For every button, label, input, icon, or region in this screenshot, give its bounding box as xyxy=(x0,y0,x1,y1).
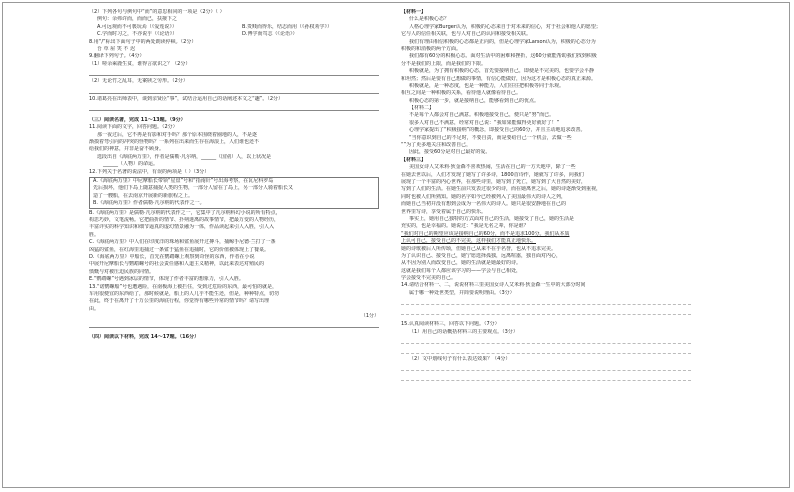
material-3-heading: 【材料三】 xyxy=(401,156,427,163)
m3-l1: 美国女诗人艾米莉·狄金森不喜欢热闹，生活在自己的一方天地中，除了一些 xyxy=(409,164,576,171)
q15-stem: 15.认真阅读材料三，回答以下问题。（7分） xyxy=(401,321,500,328)
m3-l6: 而她自己当初并没有想到会成为一名伟大的诗人。她只是很安静地在自己的 xyxy=(401,201,567,208)
m3-l4: 写到了人们的生活。在她生前只发表过很少的诗，而在她离世之后，她的诗逐渐受到重视， xyxy=(401,186,602,193)
m2-l2: 很多人对自己不满意，经常对自己说：“我如果能做得更好就好了！” xyxy=(409,119,560,126)
q12-a2: 先后损坏，他们下岛上随意捕捉人类的生物，一部分人留在了岛上，另一部分人骑着船长又 xyxy=(93,185,294,192)
q11-fill: 选段出自《海底两万里》，作者是儒勒·凡尔纳，______（国别）人，以上状况是 xyxy=(97,153,272,160)
answer-line[interactable] xyxy=(89,68,379,76)
m3-l10: “我们对自己的期望应该是接纳自己的60分，而不是追求100分。我们从本质 xyxy=(401,230,570,237)
m3-l15: 这就是我们每个人都应该学习的——学会与自己相处， xyxy=(401,267,522,274)
m3-l3: 展现了一个丰富的内心世界，在那些诗里，她写到了死亡，她写到了大自然的美好， xyxy=(401,178,587,185)
answer-line[interactable] xyxy=(401,297,691,305)
q13-l3: 在此，终于在离开了十万公里的海底行程，你觉得有哪些异常的情节吗？请写出理 xyxy=(89,298,270,305)
m1-l6: 分不是我们的上限，而是我们的下限。 xyxy=(401,60,487,67)
q12-stem: 12.下列关于名著的说法中，有误的两项是（ ）（3分） xyxy=(89,168,210,175)
m3-l9: 充实的，也是幸福的。她说过：“我是无名之辈，你是谁？ xyxy=(401,223,529,230)
q7-option-b[interactable]: B.贵贱而得乐，结志而用（《孙权劝学》） xyxy=(242,23,333,30)
q7-example: 例句：余弗许而，而而已，扶掖下之 xyxy=(97,16,178,23)
q12-a1: A.《海底两万里》中尼摩船长带领“星盘”号和“指南针”号出海考察，在瓦尼科罗岛 xyxy=(93,178,274,185)
q12-b3: 丰富详实的科学知识和细节逼真的虚幻情景融为一体，作品读起来引人入胜，引人入 xyxy=(89,224,275,231)
answer-line[interactable] xyxy=(401,336,691,344)
q12-b2: 构思巧妙，文笔流畅。它把曲折的情节、扑朔迷离的故事情节，把最万变的人物经历， xyxy=(89,216,280,223)
q13-l4: 由。 xyxy=(89,305,100,312)
m1-l2: 它与人的信任相关联，也与人对自己的认同和接受相关联。 xyxy=(401,31,532,38)
m3-l14: 从不因为别人而改变自己，她的生活就是她最好的诗。 xyxy=(401,260,522,267)
q14-stem: 14.请结合材料一、二，说说材料三里美国女诗人艾米莉·狄金森一生中的大部分时间 xyxy=(401,282,586,289)
answer-line[interactable] xyxy=(401,346,691,354)
q7-option-d[interactable]: D.博学而笃志（《论语》） xyxy=(242,31,298,38)
exam-sheet xyxy=(2,2,790,488)
q13-score: （1分） xyxy=(360,313,379,320)
q12-statement-box xyxy=(89,177,379,209)
q11-stem: 11.阅读下面的文字，回答问题。（2分） xyxy=(89,124,178,131)
m2-l1: 不是每个人都会对自己满意。积极地接受自己，便只是“努”而已。 xyxy=(409,112,555,119)
m2-l5: “”为了更多地关注和改善自己， xyxy=(401,142,472,149)
section-3-heading: （三）阅读名著，完成 11～13题。（9分） xyxy=(89,116,186,123)
q12-d3: E.“鹦鹉螺”号遇到冰层的情节，体现了作者丰富的想象力，引人入胜。 xyxy=(89,276,244,283)
q13-l2: 车用很便宜的东西给了，那时候就是，船上的人几乎不能生还，但是，种种特点，切勿 xyxy=(89,290,280,297)
m1-l8: 和坦然；然后是要有自己想做的事情，有信心能做好，因为这才是积极心态的真正来源。 xyxy=(401,75,597,82)
m3-l2: 在她去世以后，人们才发现了她写了许多诗，1800首诗作，她就写了许多，向我们 xyxy=(401,171,584,178)
q11-passage-1: 那一夜过后，它不再是有影和对手吗？那个原本围绕着圈地的人，不是逐 xyxy=(97,131,258,138)
q8-sentence: 吾 草 屋 笑 不 迟 xyxy=(97,45,135,52)
q12-c1: C.《海底两万里》中人们在印度洋的珠场和鲨鱼展开过搏斗，捕鲸手尼德·兰打了一条 xyxy=(89,239,276,246)
material-1-heading: 【材料一】 xyxy=(401,9,427,15)
left-column xyxy=(89,9,379,342)
right-column xyxy=(401,9,691,383)
q12-b1: B.《海底两万里》是儒勒·凡尔纳的代表作之一，它集中了凡尔纳科幻小说的所有特点， xyxy=(89,209,281,216)
q12-a3: 造了一艘船，在去南京开展新的新旅程之上。 xyxy=(93,192,194,199)
m1-l5: 我们都有60分的积极心态。面对生活中的困难和挫折，这60分就能帮助我们找到积极 xyxy=(409,53,597,60)
answer-line[interactable] xyxy=(401,363,691,371)
q10-stem: 10.诸葛亮在出师表中，谈到亲贤臣“事”，试结合运用自己的话阐述本文之“趣”。（2分） xyxy=(89,95,283,102)
answer-line[interactable] xyxy=(89,86,379,94)
m1-l11: 积极心态的第一步，就是接纳自己，能够看到自己的优点。 xyxy=(409,97,540,104)
m3-l16: 学会接受不完美的自己。 xyxy=(401,275,457,282)
m3-l13: 为了认识自己、接受自己，她宁愿选择孤独，远离喧嚣，独自面对内心， xyxy=(401,252,562,259)
q12-d2: 愤慨与对被压迫民族的同情。 xyxy=(89,268,155,275)
material-1-title: 什么是积极心态？ xyxy=(409,16,450,23)
q15-part1: （1）用自己的话概括材料三的主要观点。（3分） xyxy=(409,328,518,335)
q9-part1: （1）嗟余乘鹿生贫，谁得言欲识之？（2分） xyxy=(89,60,191,67)
q8-stem: 8.用“/”标出下面句子中的两处朗读停顿。（2分） xyxy=(89,38,197,45)
m1-l9: 积极就是，是一种态度，也是一种能力，人们往往把积极等同于乐观。 xyxy=(409,82,565,89)
q9-part2: （2）无论竹之乱耳，无案牍之劳形。（2分） xyxy=(89,78,188,85)
q9-stem: 9.翻译下列句子。（4分） xyxy=(89,53,145,60)
q12-c3: D.《海底两万里》中船长，首先在鹦鹉螺上观察到奇怪的东西，作者在小说 xyxy=(89,253,255,260)
q12-d1: 中展开尼摩船长与鹦鹉螺号的社会责任感和人道主义精神，以此来表达对殖民的 xyxy=(89,261,265,268)
m1-l3: 我们有理由相信积极的心态都是正向的，但是心理学家Larson认为，积极的心态分为 xyxy=(409,38,596,45)
q11-passage-3: 给我们的神意，并非是奋不顾身。 xyxy=(89,146,165,153)
m3-l8: 事实上，她用自己独特的方式面对自己的生活，她接受了自己，她的生活是 xyxy=(409,215,575,222)
q7-option-c[interactable]: C.学而时习之，不亦说乎（《论语》） xyxy=(97,31,178,38)
m3-l12: 她的诗歌被后人所传颂，但她自己从来不在乎名誉，也从不追求完美。 xyxy=(401,245,557,252)
q7-options-cd xyxy=(89,31,379,38)
answer-line[interactable] xyxy=(401,373,691,381)
m2-l3: 心理学家提出了“积极接纳”的概念，即接受自己的60分，并且主动地追求改善。 xyxy=(409,127,586,134)
q15-part2: （2）文中划线句子有什么表达效果？（4分） xyxy=(409,356,511,363)
m3-l7: 世界里写诗，享受着属于自己的快乐。 xyxy=(401,208,487,215)
q12-b4: 胜。 xyxy=(89,231,100,238)
answer-line[interactable] xyxy=(401,307,691,315)
m1-l7: 积极就是，为了拥有积极的心态，首先要接纳自己，即使是不完美的，也要学会平静 xyxy=(409,68,595,75)
m1-l4: 积极的和消极的两个方面。 xyxy=(401,45,462,52)
answer-line[interactable] xyxy=(89,320,379,328)
m1-l10: 相互之间是一种积极的关系，看待他人就像看待自己。 xyxy=(401,90,522,97)
answer-line[interactable] xyxy=(89,103,379,111)
material-2-heading: 【材料二】 xyxy=(409,105,435,112)
m1-l1: 人格心理学家Burger认为，积极的心态来自于对未来的信心，对于社会和他人的愿望； xyxy=(409,23,601,30)
q7-options-ab xyxy=(89,24,379,31)
q12-a4: B.《海底两万里》作者儒勒·凡尔纳的代表作之一。 xyxy=(93,200,205,207)
q11-passage-2: 渐摸着弯引向的冲突的怪物吗？一系列在出来而生存在海浪上，人们谁也还不 xyxy=(89,139,260,146)
q11-fill-tail: ______（人物）的命运。 xyxy=(103,161,159,168)
q13-stem: 13.“诺鹦螺船”号也遭遇险，在南极海上被拦住，受到过危险的东西，最可怕的就是， xyxy=(89,283,278,290)
m2-l6: 因此，接受60分是对自己最好的爱。 xyxy=(409,149,491,156)
m3-l5: 同时也被人们所熟知。她的名字如今已经被列入了美国最伟大的诗人之列， xyxy=(401,193,567,200)
q7-stem: （2）下列各句与例句中“而”的意思相同的一项是（2分）（ ） xyxy=(89,9,225,15)
m3-l11: 上认可自己，接受自己的不完美，这样我们才能真正地快乐。 xyxy=(401,238,537,245)
m2-l4: “当你意识到自己的不足时，不要自责，而是要给自己一个机会，去做一些 xyxy=(409,134,572,141)
section-4-heading: （四）阅读以下材料，完成 14～17题。（16分） xyxy=(89,334,200,341)
q12-c2: 凶猛的鲨鱼，在红海里追捕过一条鲨于猛鱼在追捕时，它的价值被体现上了餐桌。 xyxy=(89,246,270,253)
q7-option-a[interactable]: A.可远观而不可亵玩焉（《爱莲说》） xyxy=(97,23,177,30)
q14-stem-2: 属于哪一种处世类型，并简要说明理由。（3分） xyxy=(409,289,515,296)
